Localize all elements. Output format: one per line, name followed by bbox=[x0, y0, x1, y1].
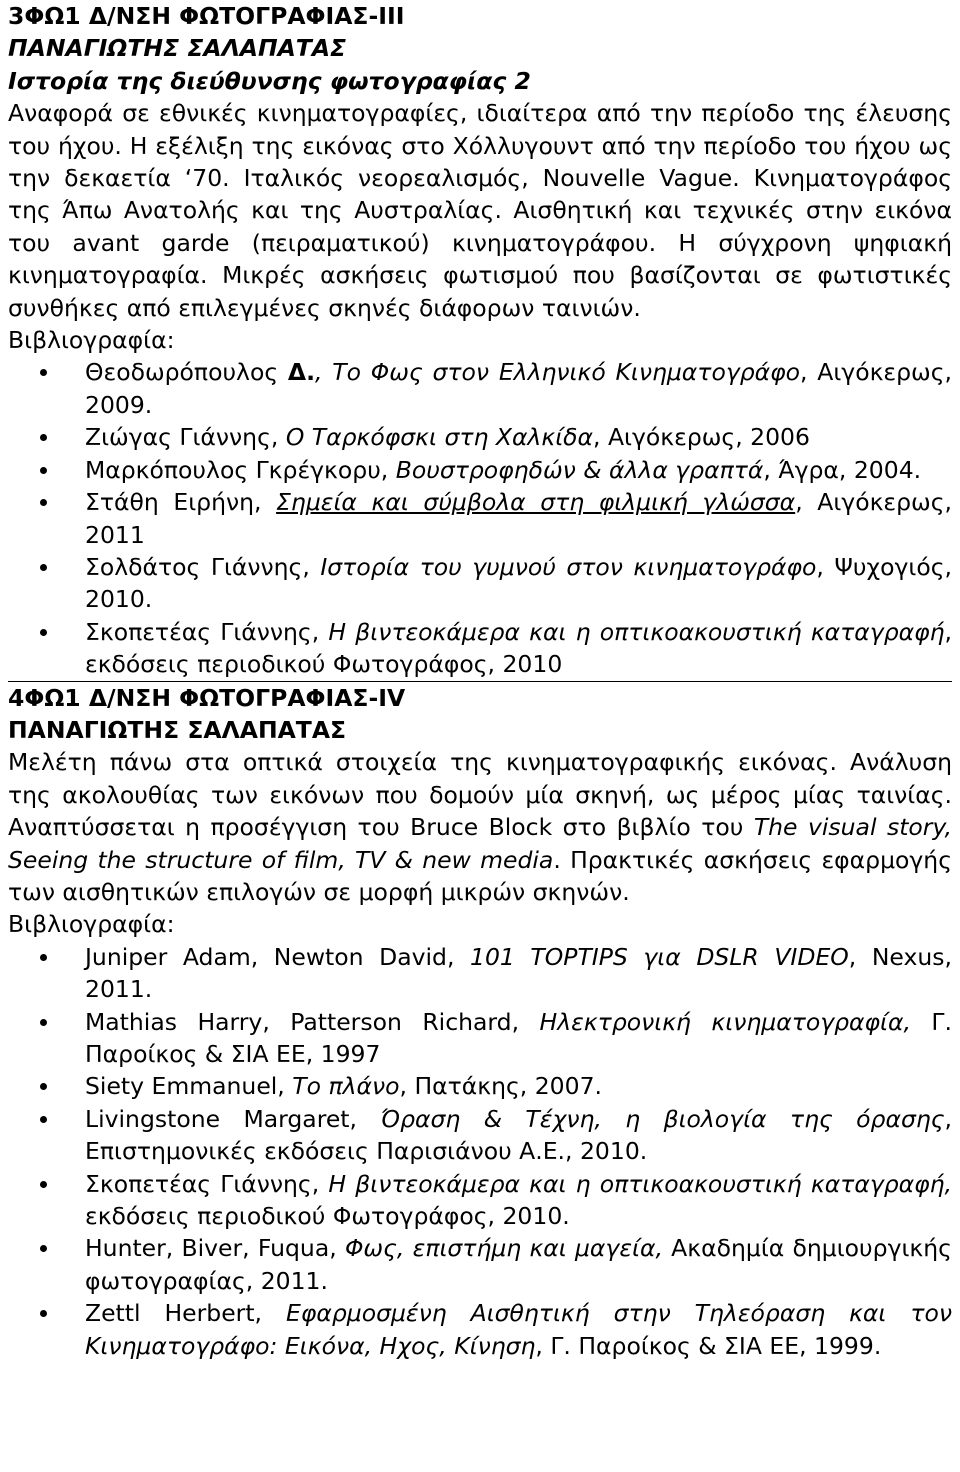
course-section-4fo1 bbox=[8, 681, 952, 1363]
instructor-name: ΠΑΝΑΓΙΩΤΗΣ ΣΑΛΑΠΑΤΑΣ bbox=[8, 715, 347, 744]
bibliography-item: Μαρκόπουλος Γκρέγκορυ, Βουστροφηδών & άλλα γραπτά, Άγρα, 2004. bbox=[8, 454, 952, 486]
bibliography-item: Zettl Herbert, Εφαρμοσμένη Αισθητική στην Τηλεόραση και τον Κινηματογράφο: Εικόνα, Ηχος, Κίνηση, Γ. Παροίκος & ΣΙΑ ΕΕ, 1999. bbox=[8, 1297, 952, 1362]
bibliography-item: Livingstone Margaret, Όραση & Τέχνη, η βιολογία της όρασης, Επιστημονικές εκδόσεις Παρισιάνου Α.Ε., 2010. bbox=[8, 1103, 952, 1168]
instructor-name: ΠΑΝΑΓΙΩΤΗΣ ΣΑΛΑΠΑΤΑΣ bbox=[8, 34, 347, 63]
bibliography-list bbox=[8, 356, 952, 680]
bibliography-item: Juniper Adam, Newton David, 101 TOPTIPS για DSLR VIDEO, Nexus, 2011. bbox=[8, 941, 952, 1006]
bibliography-item: Ζιώγας Γιάννης, Ο Ταρκόφσκι στη Χαλκίδα, Αιγόκερως, 2006 bbox=[8, 421, 952, 453]
course-heading: 4ΦΩ1 Δ/ΝΣΗ ΦΩΤΟΓΡΑΦΙΑΣ-IV bbox=[8, 683, 406, 712]
bibliography-item: Mathias Harry, Patterson Richard, Ηλεκτρονική κινηματογραφία, Γ. Παροίκος & ΣΙΑ ΕΕ, 1997 bbox=[8, 1006, 952, 1071]
course-heading: 3ΦΩ1 Δ/ΝΣΗ ΦΩΤΟΓΡΑΦΙΑΣ-ΙΙΙ bbox=[8, 2, 405, 30]
course-description: Αναφορά σε εθνικές κινηματογραφίες, ιδιαίτερα από την περίοδο της έλευσης του ήχου. Η εξέλιξη της εικόνας στο Χόλλυγουντ από την περίοδο του ήχου ως την δεκαετία ‘70. Ιταλικός νεορεαλισμός, Nouvelle Vague. Κινηματογράφος της Άπω Ανατολής και της Αυστραλίας. Αισθητική και τεχνικές στην εικόνα του avant garde (πειραματικού) κινηματογράφου. Η σύγχρονη ψηφιακή κινηματογραφία. Μικρές ασκήσεις φωτισμού που βασίζονται σε φωτιστικές συνθήκες από επιλεγμένες σκηνές διάφορων ταινιών. bbox=[8, 99, 952, 322]
bibliography-item: Siety Emmanuel, Το πλάνο, Πατάκης, 2007. bbox=[8, 1070, 952, 1102]
bibliography-item: Hunter, Biver, Fuqua, Φως, επιστήμη και μαγεία, Ακαδημία δημιουργικής φωτογραφίας, 2011. bbox=[8, 1232, 952, 1297]
bibliography-list bbox=[8, 941, 952, 1362]
bibliography-item: Στάθη Ειρήνη, Σημεία και σύμβολα στη φιλμική γλώσσα, Αιγόκερως, 2011 bbox=[8, 486, 952, 551]
bibliography-label: Βιβλιογραφία: bbox=[8, 326, 175, 355]
course-title: Ιστορία της διεύθυνσης φωτογραφίας 2 bbox=[8, 66, 531, 95]
course-description: Μελέτη πάνω στα οπτικά στοιχεία της κινηματογραφικής εικόνας. Ανάλυση της ακολουθίας των εικόνων που δομούν μία σκηνή, ως μέρος μίας ταινίας. Αναπτύσσεται η προσέγγιση του Bruce Block στο βιβλίο του The visual story, Seeing the structure of film, TV & new media. Πρακτικές ασκήσεις εφαρμογής των αισθητικών επιλογών σε μορφή μικρών σκηνών. bbox=[8, 748, 953, 906]
bibliography-item: Σκοπετέας Γιάννης, Η βιντεοκάμερα και η οπτικοακουστική καταγραφή, εκδόσεις περιοδικού Φωτογράφος, 2010. bbox=[8, 1168, 952, 1233]
bibliography-item: Σολδάτος Γιάννης, Ιστορία του γυμνού στον κινηματογράφο, Ψυχογιός, 2010. bbox=[8, 551, 952, 616]
bibliography-item: Σκοπετέας Γιάννης, Η βιντεοκάμερα και η οπτικοακουστική καταγραφή, εκδόσεις περιοδικού Φωτογράφος, 2010 bbox=[8, 616, 952, 681]
course-section-3fo1 bbox=[8, 0, 952, 681]
bibliography-label: Βιβλιογραφία: bbox=[8, 910, 175, 939]
bibliography-item: Θεοδωρόπουλος Δ., Το Φως στον Ελληνικό Κινηματογράφο, Αιγόκερως, 2009. bbox=[8, 356, 952, 421]
